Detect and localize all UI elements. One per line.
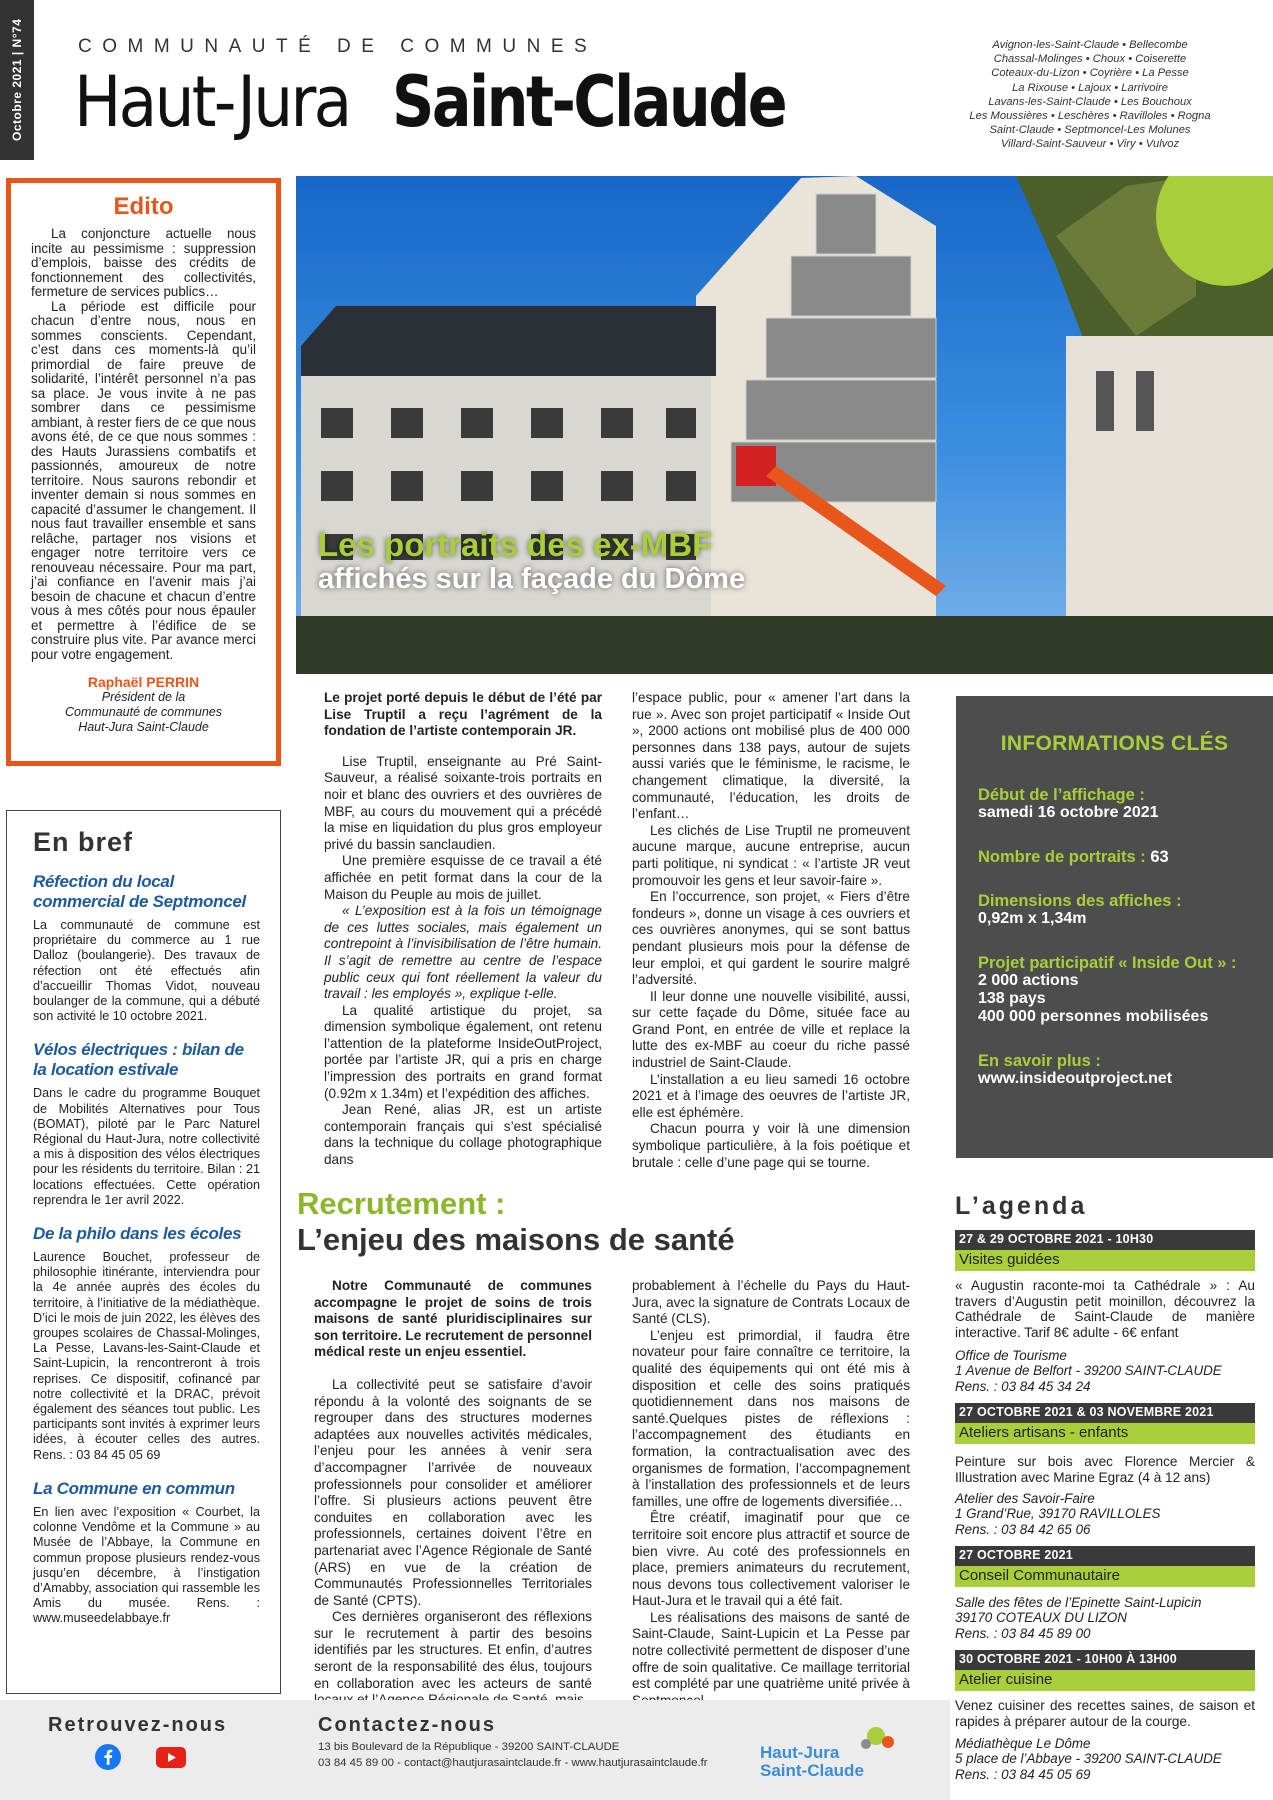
commune-line: Chassal-Molinges • Choux • Coiserette bbox=[993, 53, 1187, 66]
agenda-category: Conseil Communautaire bbox=[955, 1566, 1255, 1587]
publication-title-light: Haut-Jura bbox=[74, 61, 350, 143]
en-bref-box bbox=[6, 810, 281, 1694]
key-info-label: Début de l’affichage : bbox=[978, 786, 1145, 804]
article-column-2 bbox=[632, 690, 910, 1171]
recruitment-paragraph: Être créatif, imaginatif pour que ce territoire soit encore plus attractif et source de bien vivre. Au coté des professionnels en place, premiers animateurs du recrutement, nous devons tous collectivement valoriser le Haut-Jura et le travail qui a été fait. bbox=[632, 1510, 910, 1609]
recruitment-paragraph: L’enjeu est primordial, il faudra être novateur pour faire connaître ce territoire, la qualité des équipements qui ont été mis à disposition et celle des soins pratiqués quotidiennement dans nos maisons de santé.Quelques pistes de réflexions : l’accompagnement des étudiants en formation, la contractualisation avec des organismes de formation, l’accompagnement à l’installation des professionnels et de leurs familles, une offre de logements diversifiée… bbox=[632, 1327, 910, 1509]
key-info-label: En savoir plus : bbox=[978, 1052, 1101, 1070]
recruitment-column-1 bbox=[314, 1278, 592, 1709]
en-bref-title: En bref bbox=[33, 827, 134, 857]
key-info-value: samedi 16 octobre 2021 bbox=[978, 804, 1159, 821]
logo-mark-icon bbox=[756, 1722, 906, 1786]
article-paragraph: Lise Truptil, enseignante au Pré Saint-Sauveur, a réalisé soixante-trois portraits en noir et blanc des ouvriers et des ouvrières de MBF, au cours du mouvement qui a précédé la mise en liquidation du plus gros employeur privé du bassin sanclaudien. bbox=[324, 753, 602, 852]
youtube-icon[interactable] bbox=[156, 1747, 186, 1768]
bref-item-title: La Commune en commun bbox=[33, 1478, 235, 1498]
key-info-label: Dimensions des affiches : bbox=[978, 892, 1182, 910]
commune-line: Coteaux-du-Lizon • Coyrière • La Pesse bbox=[991, 67, 1189, 80]
agenda-category: Visites guidées bbox=[955, 1250, 1255, 1271]
commune-line: La Rixouse • Lajoux • Larrivoire bbox=[1012, 81, 1168, 94]
edito-role: Président de la bbox=[101, 690, 186, 704]
cover-subheadline: affichés sur la façade du Dôme bbox=[318, 563, 746, 595]
article-paragraph: Les clichés de Lise Truptil ne promeuvent aucune marque, aucune entreprise, aucun parti politique, ni syndicat : « l’artiste JR veut promouvoir les gens et leur savoir-faire ». bbox=[632, 822, 910, 888]
bref-item-title: Vélos électriques : bilan de la location estivale bbox=[33, 1040, 244, 1080]
recruitment-subtitle: L’enjeu des maisons de santé bbox=[297, 1222, 735, 1257]
article-paragraph: La qualité artistique du projet, sa dimension symbolique également, ont retenu l’attention de la plateforme InsideOutProject, portée par l’artiste JR, qui a pris en charge l’impression des portraits en grand format (0.92m x 1.34m) et l’expédition des affiches. bbox=[324, 1002, 602, 1101]
edito-box bbox=[6, 178, 281, 766]
article-paragraph: Une première esquisse de ce travail a été affichée en petit format dans la cour de la Maison du Peuple au mois de juillet. bbox=[324, 853, 602, 902]
recruitment-title: Recrutement : bbox=[297, 1186, 506, 1221]
recruitment-column-2 bbox=[632, 1278, 910, 1709]
edito-role: Communauté de communes bbox=[64, 705, 223, 719]
key-info-title: INFORMATIONS CLÉS bbox=[1000, 732, 1229, 755]
commune-line: Avignon-les-Saint-Claude • Bellecombe bbox=[992, 39, 1188, 51]
commune-line: Saint-Claude • Septmoncel-Les Molunes bbox=[989, 124, 1191, 137]
article-quote: « L’exposition est à la fois un témoignage de ces luttes sociales, mais également un contrepoint à l’invisibilisation de l’être humain. Il s’agit de remettre au centre de l’espace public ceux qui font réellement la valeur du travail : les employés », explique t-elle. bbox=[324, 903, 602, 1002]
bref-item-text: Laurence Bouchet, professeur de philosophie itinérante, interviendra pour la 4e année auprès des écoles du territoire, à l’initiative de la médiathèque. D’ici le mois de juin 2022, les élèves des groupes scolaires de Chassal-Molinges, La Pesse, Lavans-les-Saint-Claude et Saint-Lupicin, la rencontreront à trois reprises. Ce dispositif, cofinancé par notre collectivité et la DRAC, prévoit également des séances tout public. Les participants sont invités à exprimer leurs idées, à écouter celles des autres. Rens. : 03 84 45 05 69 bbox=[33, 1250, 260, 1462]
publication-title-bold: Saint-Claude bbox=[392, 61, 786, 143]
edito-paragraph: La période est difficile pour chacun d’entre nous, nous en sommes conscients. Cependant, c’est dans ces moments-là qu’il primordial de faire preuve de solidarité, l’intérêt personnel n’a pas sa place. Je vous invite à ne pas sombrer dans ce pessimisme ambiant, à rester fiers de ce que nous avons été, de ce que nous sommes : des Hauts Jurassiens combatifs et passionnés, amoureux de notre territoire. Nous saurons rebondir et inventer demain si nous sommes en capacité d’assumer le changement. Il nous faut travailler ensemble et sans relâche, partager nos visions et engager notre territoire vers ce renouveau nécessaire. Pour ma part, j’ai confiance en l’avenir mais j’ai besoin de chacune et chacun d’entre vous à mes côtés pour nous épauler et permettre à l’édifice de se construire plus vite. Par avance merci pour votre engagement. bbox=[31, 298, 256, 662]
cover-photo bbox=[296, 176, 1273, 674]
edito-role: Haut-Jura Saint-Claude bbox=[78, 720, 209, 734]
key-info-box bbox=[956, 696, 1273, 1158]
agenda-description: Venez cuisiner des recettes saines, de saison et rapides à préparer autour de la courge. bbox=[955, 1698, 1255, 1729]
recruitment-paragraph: Ces dernières organiseront des réflexions sur le recrutement à partir des besoins identifiés par les structures. Et enfin, d’autres seront de la responsabilité des élus, toujours en collaboration avec les acteurs de santé bbox=[314, 1609, 592, 1691]
agenda-address: Médiathèque Le Dôme 5 place de l’Abbaye - 39200 SAINT-CLAUDE Rens. : 03 84 45 05 69 bbox=[955, 1736, 1222, 1782]
article-column-1 bbox=[324, 690, 602, 1169]
issue-badge: Octobre 2021 | N°74 bbox=[0, 0, 34, 160]
agenda-date: 27 OCTOBRE 2021 bbox=[955, 1546, 1255, 1566]
key-info-value: 2 000 actions 138 pays 400 000 personnes mobilisées bbox=[978, 972, 1209, 1025]
article-paragraph: L’installation a eu lieu samedi 16 octobre 2021 et à l’image des oeuvres de l’artiste JR, elle est éphémère. bbox=[632, 1071, 910, 1120]
recruitment-paragraph: La collectivité peut se satisfaire d’avoir répondu à la volonté des soignants de se regrouper dans des structures modernes adaptées aux nouvelles activités médicales, l’enjeu pour les années à venir sera d’accompagner l’arrivée de nouveaux professionnels pour consolider et améliorer l’offre. Si plusieurs actions peuvent être conduites en collaboration avec les professionnels, certaines doivent l’être en partenariat avec l’Agence Régionale de Santé (ARS) en vue de la création de Communautés Professionnelles Territoriales de Santé (CPTS). bbox=[314, 1376, 592, 1608]
agenda-description: « Augustin raconte-moi ta Cathédrale » : Au travers d’Augustin petit moinillon, découvrez la Cathédrale de Saint-Claude de manière interactive. Tarif 8€ adulte - 6€ enfant bbox=[955, 1278, 1255, 1340]
key-info-value: 63 bbox=[1150, 848, 1169, 866]
agenda-category: Atelier cuisine bbox=[955, 1670, 1255, 1691]
article-paragraph: Jean René, alias JR, est un artiste contemporain français qui s’est spécialisé dans la technique du collage photographique dans bbox=[324, 1102, 602, 1168]
recruitment-paragraph: probablement à l’échelle du Pays du Haut-Jura, avec la signature de Contrats Locaux de Santé (CLS). bbox=[632, 1278, 910, 1327]
contact-address: 13 bis Boulevard de la République - 39200 SAINT-CLAUDE bbox=[318, 1741, 620, 1753]
edito-signature: Raphaël PERRIN bbox=[87, 674, 200, 690]
article-paragraph: Chacun pourra y voir là une dimension symbolique particulière, à la fois poétique et brutale : celle d’une page qui se tourne. bbox=[632, 1121, 910, 1170]
agenda-date: 27 OCTOBRE 2021 & 03 NOVEMBRE 2021 bbox=[955, 1403, 1255, 1423]
article-lead: Le projet porté depuis le début de l’été par Lise Truptil a reçu l’agrément de la fondation de l’artiste contemporain JR. bbox=[324, 690, 602, 739]
facade-illustration bbox=[296, 176, 1273, 674]
bref-item-text: La communauté de commune est propriétaire du commerce au 1 rue Dalloz (boulangerie). Des travaux de réfection ont été effectués afin d’accueillir Thomas Vidot, nouveau boulanger de la commune, qui a débuté son activité le 10 octobre 2021. bbox=[33, 918, 260, 1024]
edito-text bbox=[31, 227, 256, 662]
bref-item-title: De la philo dans les écoles bbox=[33, 1224, 242, 1244]
recruitment-paragraph: Les réalisations des maisons de santé de Saint-Claude, Saint-Lupicin et La Pesse par notre collectivité permettent de disposer d’une offre de soin qualitative. Ce maillage territorial est complété par une quatrième unité privée à bbox=[632, 1609, 910, 1692]
recruitment-lead: Notre Communauté de communes accompagne le projet de soins de trois maisons de santé pluridisciplinaires sur son territoire. Le recrutement de personnel médical reste un enjeu essentiel. bbox=[314, 1278, 592, 1360]
agenda-address: Atelier des Savoir-Faire 1 Grand’Rue, 39170 RAVILLOLES Rens. : 03 84 42 65 06 bbox=[955, 1491, 1161, 1537]
article-paragraph: En l’occurrence, son projet, « Fiers d’être fondeurs », donne un visage à ces ouvriers et ces ouvrières anonymes, qui se sont battus pendant plusieurs mois pour la défense de leur emploi, et qui gardent le sourire malgré l’adversité. bbox=[632, 889, 910, 988]
publication-kicker: COMMUNAUTÉ DE COMMUNES bbox=[78, 36, 598, 57]
agenda-date: 27 & 29 OCTOBRE 2021 - 10H30 bbox=[955, 1230, 1255, 1250]
facebook-icon[interactable] bbox=[95, 1744, 121, 1770]
agenda-title: L’agenda bbox=[955, 1192, 1088, 1220]
commune-line: Villard-Saint-Sauveur • Viry • Vulvoz bbox=[1000, 138, 1180, 151]
article-paragraph: Il leur donne une nouvelle visibilité, aussi, sur cette façade du Dôme, située face au Grand Pont, en entrée de ville et replace la lutte des ex-MBF au coeur du riche passé industriel de Saint-Claude. bbox=[632, 988, 910, 1071]
edito-paragraph: La conjoncture actuelle nous incite au pessimisme : suppression d’emplois, baisse des crédits de fonctionnement des collectivités, fermeture de services publics… bbox=[31, 226, 256, 299]
bref-item-text: Dans le cadre du programme Bouquet de Mobilités Alternatives pour Tous (BOMAT), piloté par le Parc Naturel Régional du Haut-Jura, notre collectivité a mis à disposition des vélos électriques pour les résidents du territoire. Bilan : 21 locations effectuées. Cette opération reprendra le 1er avril 2022. bbox=[33, 1086, 260, 1207]
key-info-label: Projet participatif « Inside Out » : bbox=[978, 954, 1237, 972]
commune-line: Les Moussières • Leschères • Ravilloles • Rogna bbox=[969, 110, 1211, 123]
logo-text-a: Haut-Jura bbox=[760, 1743, 840, 1762]
communes-list bbox=[940, 38, 1240, 152]
key-info-row bbox=[978, 848, 1251, 866]
follow-us-label: Retrouvez-nous bbox=[48, 1714, 228, 1736]
contact-details[interactable]: 03 84 45 89 00 - contact@hautjurasaintclaude.fr - www.hautjurasaintclaude.fr bbox=[318, 1757, 708, 1769]
agenda-description: Peinture sur bois avec Florence Mercier & Illustration avec Marine Egraz (4 à 12 ans) bbox=[955, 1454, 1255, 1485]
edito-title: Edito bbox=[113, 193, 174, 220]
key-info-label: Nombre de portraits : bbox=[978, 848, 1146, 866]
logo-text-b: Saint-Claude bbox=[760, 1761, 864, 1780]
key-info-value: 0,92m x 1,34m bbox=[978, 910, 1087, 927]
agenda-address: Salle des fêtes de l’Epinette Saint-Lupicin 39170 COTEAUX DU LIZON Rens. : 03 84 45 89 00 bbox=[955, 1595, 1202, 1641]
agenda-address: Office de Tourisme 1 Avenue de Belfort - 39200 SAINT-CLAUDE Rens. : 03 84 45 34 24 bbox=[955, 1348, 1222, 1394]
article-paragraph: l’espace public, pour « amener l’art dans la rue ». Avec son projet participatif « Inside Out », 2000 actions ont mobilisé plus de 400 000 personnes dans 138 pays, autour de sujets aussi variés que le féminisme, le racisme, le changement climatique, la diversité, la communauté, l’éducation, les droits de l’enfant… bbox=[632, 690, 910, 822]
bref-item-title: Réfection du local commercial de Septmoncel bbox=[33, 872, 246, 911]
contact-us-label: Contactez-nous bbox=[318, 1714, 496, 1736]
cover-headline: Les portraits des ex-MBF bbox=[318, 526, 713, 563]
commune-line: Lavans-les-Saint-Claude • Les Bouchoux bbox=[988, 95, 1192, 108]
agenda-date: 30 OCTOBRE 2021 - 10H00 À 13H00 bbox=[955, 1650, 1255, 1670]
key-info-link[interactable]: www.insideoutproject.net bbox=[978, 1070, 1173, 1087]
bref-item-text: En lien avec l’exposition « Courbet, la colonne Vendôme et la Commune » au Musée de l’Abbaye, la Commune en commun propose plusieurs rendez-vous jusqu’en décembre, à l’instigation d’Amabby, association qui rassemble les Amis du musée. Rens. : www.museedelabbaye.fr bbox=[33, 1504, 260, 1626]
footer-logo bbox=[756, 1722, 906, 1786]
agenda-category: Ateliers artisans - enfants bbox=[955, 1423, 1255, 1444]
